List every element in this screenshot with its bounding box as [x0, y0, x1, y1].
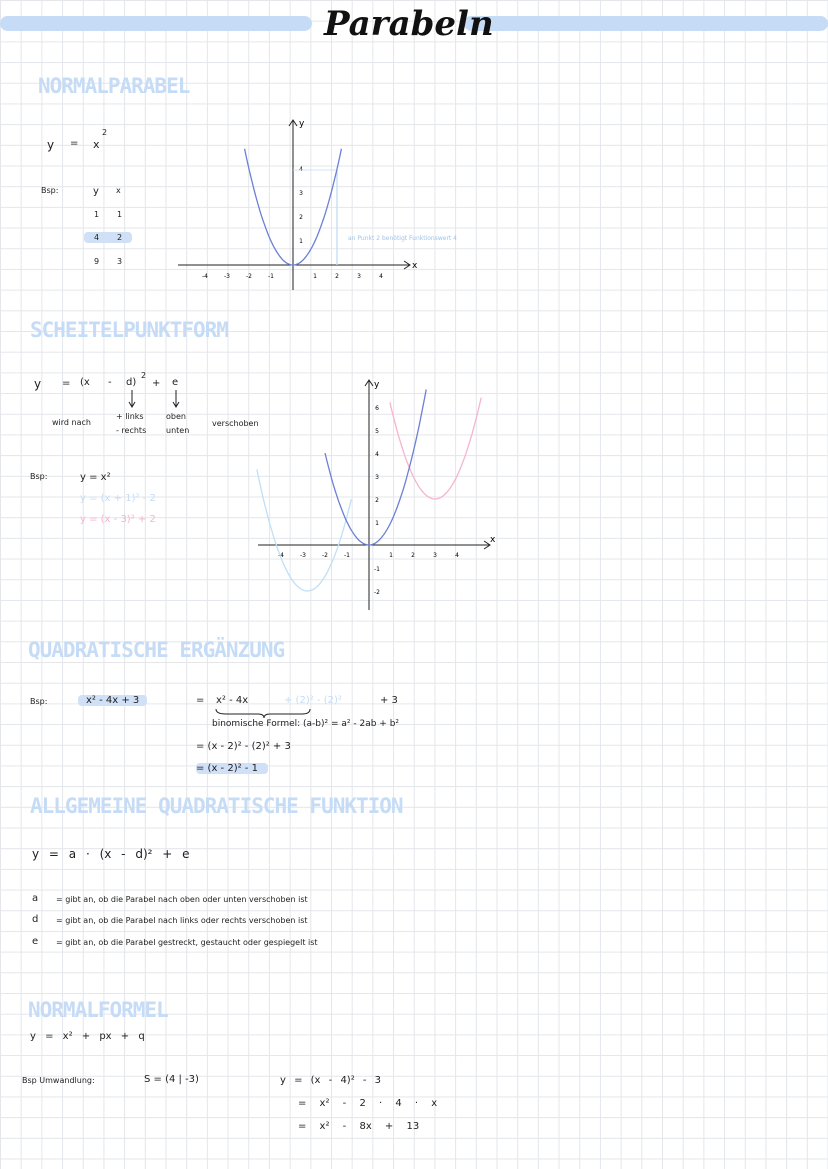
- sp-y-neg-tick-label: -2: [374, 589, 380, 596]
- np-row-2-x: 2: [117, 233, 123, 242]
- sp-x-tick-label: -2: [322, 552, 328, 559]
- np-annotation: an Punkt 2 benötigt Funktionswert 4: [348, 235, 457, 242]
- nf-formula: y = x² + px + q: [30, 1031, 145, 1042]
- sp-example-1: y = x²: [80, 472, 111, 483]
- np-y-tick-label: 1: [299, 238, 303, 245]
- nf-step1: y = (x - 4)² - 3: [280, 1075, 382, 1086]
- np-bsp-label: Bsp:: [41, 186, 59, 195]
- np-x-tick-label: -1: [268, 273, 274, 280]
- nf-step3: = x² - 8x + 13: [298, 1121, 420, 1132]
- np-y-axis-label: y: [299, 119, 305, 129]
- sp-x-tick-label: -1: [344, 552, 350, 559]
- aq-item-a-sym: a: [32, 893, 39, 904]
- sp-y-tick-label: 6: [375, 405, 379, 412]
- sp-arrows: [120, 388, 190, 412]
- scheitelpunkt-graph: [250, 375, 500, 615]
- aq-item-e-sym: e: [32, 936, 39, 947]
- sp-shifted-curve-light-blue: [257, 469, 352, 591]
- sp-x-tick-label: -4: [278, 552, 284, 559]
- sp-formula-e: e: [172, 377, 179, 388]
- qe-bsp-label: Bsp:: [30, 697, 48, 706]
- np-formula-x: x: [93, 138, 100, 151]
- sp-y-tick-label: 1: [375, 520, 379, 527]
- sp-formula-minus: -: [108, 377, 112, 388]
- sp-y-axis-label: y: [374, 380, 380, 390]
- np-x-tick-label: 3: [357, 273, 361, 280]
- heading-allgemein: ALLGEMEINE QUADRATISCHE FUNKTION: [30, 794, 403, 818]
- sp-bsp-label: Bsp:: [30, 472, 48, 481]
- sp-verschoben: verschoben: [212, 419, 259, 428]
- np-row-1-y: 1: [94, 210, 100, 219]
- sp-y-tick-label: 5: [375, 428, 379, 435]
- qe-brace: [214, 707, 314, 719]
- qe-binom-label: binomische Formel: (a-b)² = a² - 2ab + b²: [212, 719, 400, 729]
- nf-step2: = x² - 2 · 4 · x: [298, 1098, 438, 1109]
- sp-formula-eq: =: [62, 378, 71, 389]
- np-row-3-x: 3: [117, 257, 123, 266]
- np-table-header-y: y: [93, 186, 99, 197]
- heading-normalform: NORMALFORMEL: [28, 998, 168, 1022]
- np-x-axis-label: x: [412, 261, 418, 271]
- sp-y-tick-label: 3: [375, 474, 379, 481]
- aq-formula: y = a · (x - d)² + e: [32, 847, 190, 861]
- sp-oben: oben: [166, 412, 186, 421]
- np-formula-y: y: [47, 138, 55, 152]
- np-x-tick-label: -3: [224, 273, 230, 280]
- aq-item-e-text: = gibt an, ob die Parabel gestreckt, gestaucht oder gespiegelt ist: [56, 938, 318, 947]
- sp-formula-exp: 2: [141, 371, 147, 380]
- sp-links: + links: [116, 412, 144, 421]
- qe-line1-eq: =: [196, 695, 205, 706]
- aq-item-a-text: = gibt an, ob die Parabel nach oben oder unten verschoben ist: [56, 895, 308, 904]
- np-row-1-x: 1: [117, 210, 123, 219]
- np-y-tick-label: 3: [299, 190, 303, 197]
- np-y-tick-label: 2: [299, 214, 303, 221]
- sp-x-axis-label: x: [490, 535, 496, 545]
- qe-line2: = (x - 2)² - (2)² + 3: [196, 741, 291, 752]
- sp-unten: unten: [166, 426, 190, 435]
- np-formula-exp: 2: [102, 128, 108, 137]
- aq-item-d-sym: d: [32, 914, 39, 925]
- title-bar-right: [464, 16, 828, 31]
- aq-item-d-text: = gibt an, ob die Parabel nach links oder rechts verschoben ist: [56, 916, 308, 925]
- nf-bsp-label: Bsp Umwandlung:: [22, 1076, 95, 1085]
- np-x-tick-label: 2: [335, 273, 339, 280]
- np-x-tick-label: 1: [313, 273, 317, 280]
- np-x-tick-label: -4: [202, 273, 208, 280]
- sp-wird-nach: wird nach: [52, 418, 91, 427]
- sp-x-tick-label: 4: [455, 552, 459, 559]
- np-x-tick-label: -2: [246, 273, 252, 280]
- title-bar-left: [0, 16, 312, 31]
- nf-point: S = (4 | -3): [144, 1074, 199, 1085]
- sp-shifted-curve-pink: [390, 398, 481, 499]
- np-y-tick-label: 4: [299, 166, 303, 173]
- heading-quadratische: QUADRATISCHE ERGÄNZUNG: [28, 638, 285, 662]
- qe-line1-right-b: + (2)² - (2)²: [284, 695, 342, 706]
- qe-line1-right-c: + 3: [380, 695, 398, 706]
- sp-formula-y: y: [34, 377, 42, 391]
- sp-formula-x: (x: [80, 377, 90, 388]
- sp-x-tick-label: 2: [411, 552, 415, 559]
- sp-x-tick-label: -3: [300, 552, 306, 559]
- np-x-tick-label: 4: [379, 273, 383, 280]
- np-row-highlight: [84, 232, 132, 243]
- sp-x-tick-label: 3: [433, 552, 437, 559]
- np-formula-eq: =: [70, 138, 79, 149]
- normalparabel-graph: [170, 110, 457, 300]
- sp-x-tick-label: 1: [389, 552, 393, 559]
- np-table-header-x: x: [116, 186, 121, 195]
- sp-example-2: y = (x + 1)² - 2: [80, 493, 156, 504]
- sp-rechts: - rechts: [116, 426, 147, 435]
- sp-y-tick-label: 4: [375, 451, 379, 458]
- heading-scheitelpunkt: SCHEITELPUNKTFORM: [30, 318, 228, 342]
- sp-formula-d: d): [126, 377, 137, 388]
- sp-y-tick-label: 2: [375, 497, 379, 504]
- qe-line1-right-a: x² - 4x: [216, 695, 249, 706]
- page-title: Parabeln: [324, 4, 494, 44]
- sp-y-neg-tick-label: -1: [374, 566, 380, 573]
- qe-line1-left: x² - 4x + 3: [78, 695, 147, 706]
- heading-normalparabel: NORMALPARABEL: [38, 74, 190, 98]
- sp-example-3: y = (x - 3)² + 2: [80, 514, 156, 525]
- sp-formula-plus: +: [152, 378, 161, 389]
- np-row-3-y: 9: [94, 257, 100, 266]
- qe-line3: = (x - 2)² - 1: [196, 763, 268, 774]
- np-row-2-y: 4: [94, 233, 100, 242]
